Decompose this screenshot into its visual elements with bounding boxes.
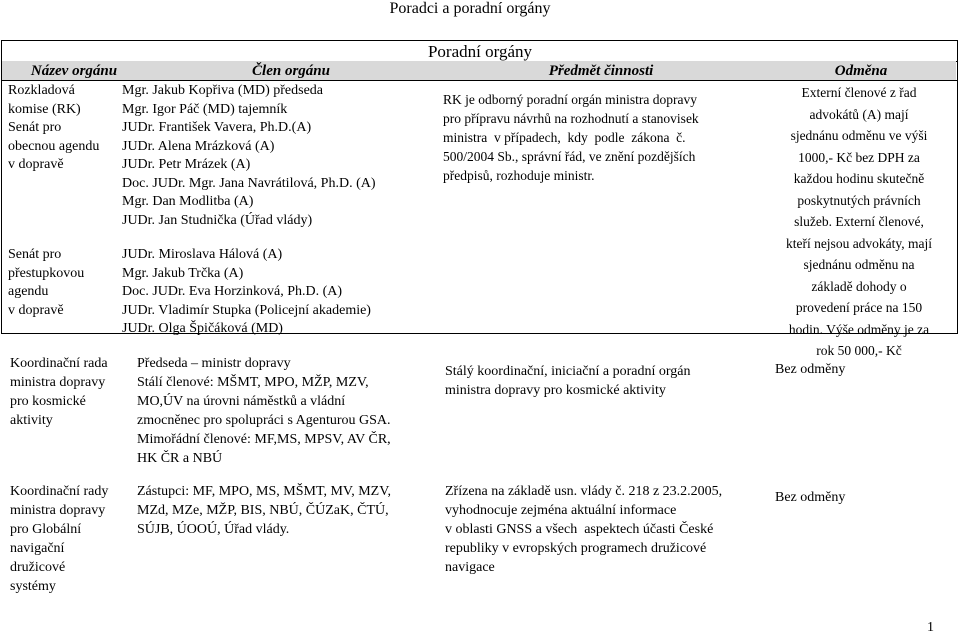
- page-number: 1: [927, 620, 934, 635]
- gnss-council-subject: Zřízena na základě usn. vlády č. 218 z 23.2.2005, vyhodnocuje zejména aktuální informace v oblasti GNSS a všech aspektech účasti České republiky v evropských programech družicové navigace: [445, 484, 723, 575]
- header-reward: Odměna: [766, 61, 956, 80]
- rk-name-offences: Senát pro přestupkovou agendu v dopravě: [8, 247, 85, 318]
- table-caption: Poradní orgány: [427, 42, 533, 61]
- header-member: Člen orgánu: [146, 61, 436, 80]
- space-council-reward: Bez odměny: [775, 362, 846, 377]
- space-council-members: Předseda – ministr dopravy Stálí členové: MŠMT, MPO, MŽP, MZV, MO,ÚV na úrovni náměstků a vládní zmocněnec pro spolupráci s Agenturou GSA. Mimořádní členové: MF,MS, MPSV, AV ČR, HK ČR a NBÚ: [137, 356, 391, 466]
- rk-name-general: Rozkladová komise (RK) Senát pro obecnou agendu v dopravě: [8, 83, 100, 172]
- space-council-subject: Stálý koordinační, iniciační a poradní orgán ministra dopravy pro kosmické aktivity: [445, 364, 691, 398]
- header-bottom-line: [1, 80, 958, 81]
- rk-members-general: Mgr. Jakub Kopřiva (MD) předseda Mgr. Igor Páč (MD) tajemník JUDr. František Vavera, Ph.D.(A) JUDr. Alena Mrázková (A) JUDr. Petr Mrázek (A) Doc. JUDr. Mgr. Jana Navrátilová, Ph.D. (A) Mgr. Dan Modlitba (A) JUDr. Jan Studnička (Úřad vlády): [122, 83, 376, 228]
- gnss-council-members: Zástupci: MF, MPO, MS, MŠMT, MV, MZV, MZd, MZe, MŽP, BIS, NBÚ, ČÚZaK, ČTÚ, SÚJB, ÚOOÚ, Úřad vlády.: [137, 484, 392, 537]
- gnss-council-name: Koordinační rady ministra dopravy pro Globální navigační družicové systémy: [10, 484, 109, 594]
- rk-reward: Externí členové z řad advokátů (A) mají sjednánu odměnu ve výši 1000,- Kč bez DPH za každou hodinu skutečně poskytnutých právních služeb. Externí členové, kteří nejsou advokáty, mají sjednánu odměnu na základě dohody o provedení práce na 150 hodin. Výše odměny je za rok 50 000,- Kč: [785, 85, 933, 358]
- rk-subject: RK je odborný poradní orgán ministra dopravy pro přípravu návrhů na rozhodnutí a stanovisek ministra v případech, kdy podle zákona č. 500/2004 Sb., správní řád, ve znění pozdějších předpisů, rozhoduje ministr.: [443, 92, 699, 183]
- gnss-council-reward: Bez odměny: [775, 490, 846, 505]
- rk-members-offences: JUDr. Miroslava Hálová (A) Mgr. Jakub Trčka (A) Doc. JUDr. Eva Horzinková, Ph.D. (A) JUDr. Vladimír Stupka (Policejní akademie) JUDr. Olga Špičáková (MD): [122, 247, 371, 336]
- page-title: Poradci a poradní orgány: [389, 0, 551, 17]
- space-council-name: Koordinační rada ministra dopravy pro kosmické aktivity: [10, 356, 108, 428]
- header-subject: Předmět činnosti: [436, 61, 766, 80]
- header-name: Název orgánu: [2, 61, 146, 80]
